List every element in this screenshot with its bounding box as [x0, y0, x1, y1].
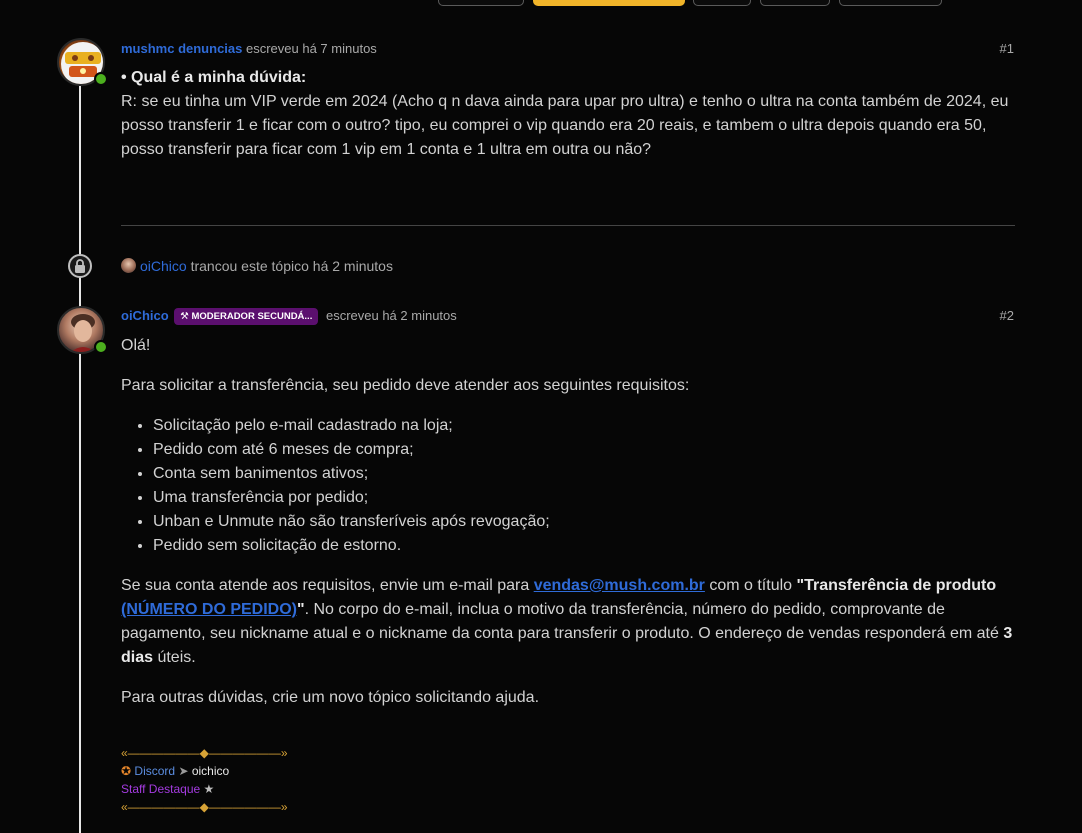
requirement-item: • Solicitação pelo e-mail cadastrado na loja; [153, 414, 1021, 438]
lock-event-marker [68, 254, 92, 278]
post1-heading: • Qual é a minha dúvida: [121, 69, 307, 86]
requirement-item: • Pedido sem solicitação de estorno. [153, 534, 1021, 558]
lock-event-description: trancou este tópico há 2 minutos [190, 258, 393, 274]
post2-username[interactable]: oiChico [121, 308, 169, 323]
post2-greeting: Olá! [121, 337, 151, 354]
post2-closing: Para outras dúvidas, crie um novo tópico solicitando ajuda. [121, 689, 540, 706]
toolbar-button-1[interactable] [438, 0, 524, 6]
requirement-item: • Pedido com até 6 meses de compra; [153, 438, 1021, 462]
post1-text: R: se eu tinha um VIP verde em 2024 (Acho q n dava ainda para upar pro ultra) e tenho o ultra na conta também de 2024, eu posso transferir 1 e ficar com o outro? tipo, eu comprei o vip quando era 20 reais, e tambem o ultra depois quando era 50, posso transferir para ficar com 1 vip em 1 conta e 1 ultra em outra ou não? [121, 93, 1009, 158]
arrow-icon: ➤ [178, 764, 189, 778]
moderator-badge[interactable]: ⚒ MODERADOR SECUNDÁ... [174, 308, 318, 325]
signature [121, 744, 288, 816]
hammer-icon: ⚒ [180, 311, 189, 322]
order-number-link[interactable]: (NÚMERO DO PEDIDO) [121, 601, 297, 618]
post2-number[interactable]: #2 [999, 308, 1014, 323]
post2-intro: Para solicitar a transferência, seu pedido deve atender aos seguintes requisitos: [121, 377, 690, 394]
lock-event-username[interactable]: oiChico [140, 258, 187, 274]
post-divider [121, 225, 1015, 226]
discord-icon: ✪ [121, 764, 132, 778]
discord-link[interactable]: Discord [134, 764, 176, 778]
discord-username: oichico [191, 764, 230, 778]
lock-event-text [121, 258, 393, 274]
timeline-line [79, 86, 81, 833]
requirement-item: • Uma transferência por pedido; [153, 486, 1021, 510]
star-icon: ★ [203, 782, 215, 796]
post1-number[interactable]: #1 [999, 41, 1014, 56]
mini-avatar-oichico[interactable] [121, 258, 136, 273]
signature-discord-line [121, 762, 288, 780]
post2-body [121, 334, 1021, 710]
requirements-list [121, 414, 1021, 558]
post1-time: escreveu há 7 minutos [246, 41, 377, 56]
post1-body [121, 66, 1021, 162]
staff-title: Staff Destaque [121, 782, 201, 796]
signature-staff-line [121, 780, 288, 798]
post1-username[interactable]: mushmc denuncias [121, 41, 243, 56]
toolbar-button-5[interactable] [839, 0, 942, 6]
lock-icon [70, 256, 90, 276]
post1-meta [121, 41, 377, 56]
signature-ornament-top: «——————◆——————» [121, 746, 288, 760]
top-toolbar [0, 0, 1082, 6]
post2-instructions: Se sua conta atende aos requisitos, envie um e-mail para vendas@mush.com.br com o título "Transferência de produto (NÚMERO DO PEDIDO)". No corpo do e-mail, inclua o motivo da transferência, número do pedido, comprovante de pagamento, seu nickname atual e o nickname da conta para transferir o produto. O endereço de vendas responderá em até 3 dias úteis. [121, 577, 1013, 666]
post2-meta [121, 308, 457, 325]
requirement-item: • Conta sem banimentos ativos; [153, 462, 1021, 486]
email-link[interactable]: vendas@mush.com.br [533, 577, 705, 594]
signature-ornament-bottom: «——————◆——————» [121, 800, 288, 814]
toolbar-primary-button[interactable] [533, 0, 685, 6]
online-status-indicator [94, 340, 108, 354]
online-status-indicator [94, 72, 108, 86]
requirement-item: • Unban e Unmute não são transferíveis após revogação; [153, 510, 1021, 534]
toolbar-button-3[interactable] [693, 0, 751, 6]
toolbar-button-4[interactable] [760, 0, 830, 6]
post2-time: escreveu há 2 minutos [325, 308, 457, 323]
